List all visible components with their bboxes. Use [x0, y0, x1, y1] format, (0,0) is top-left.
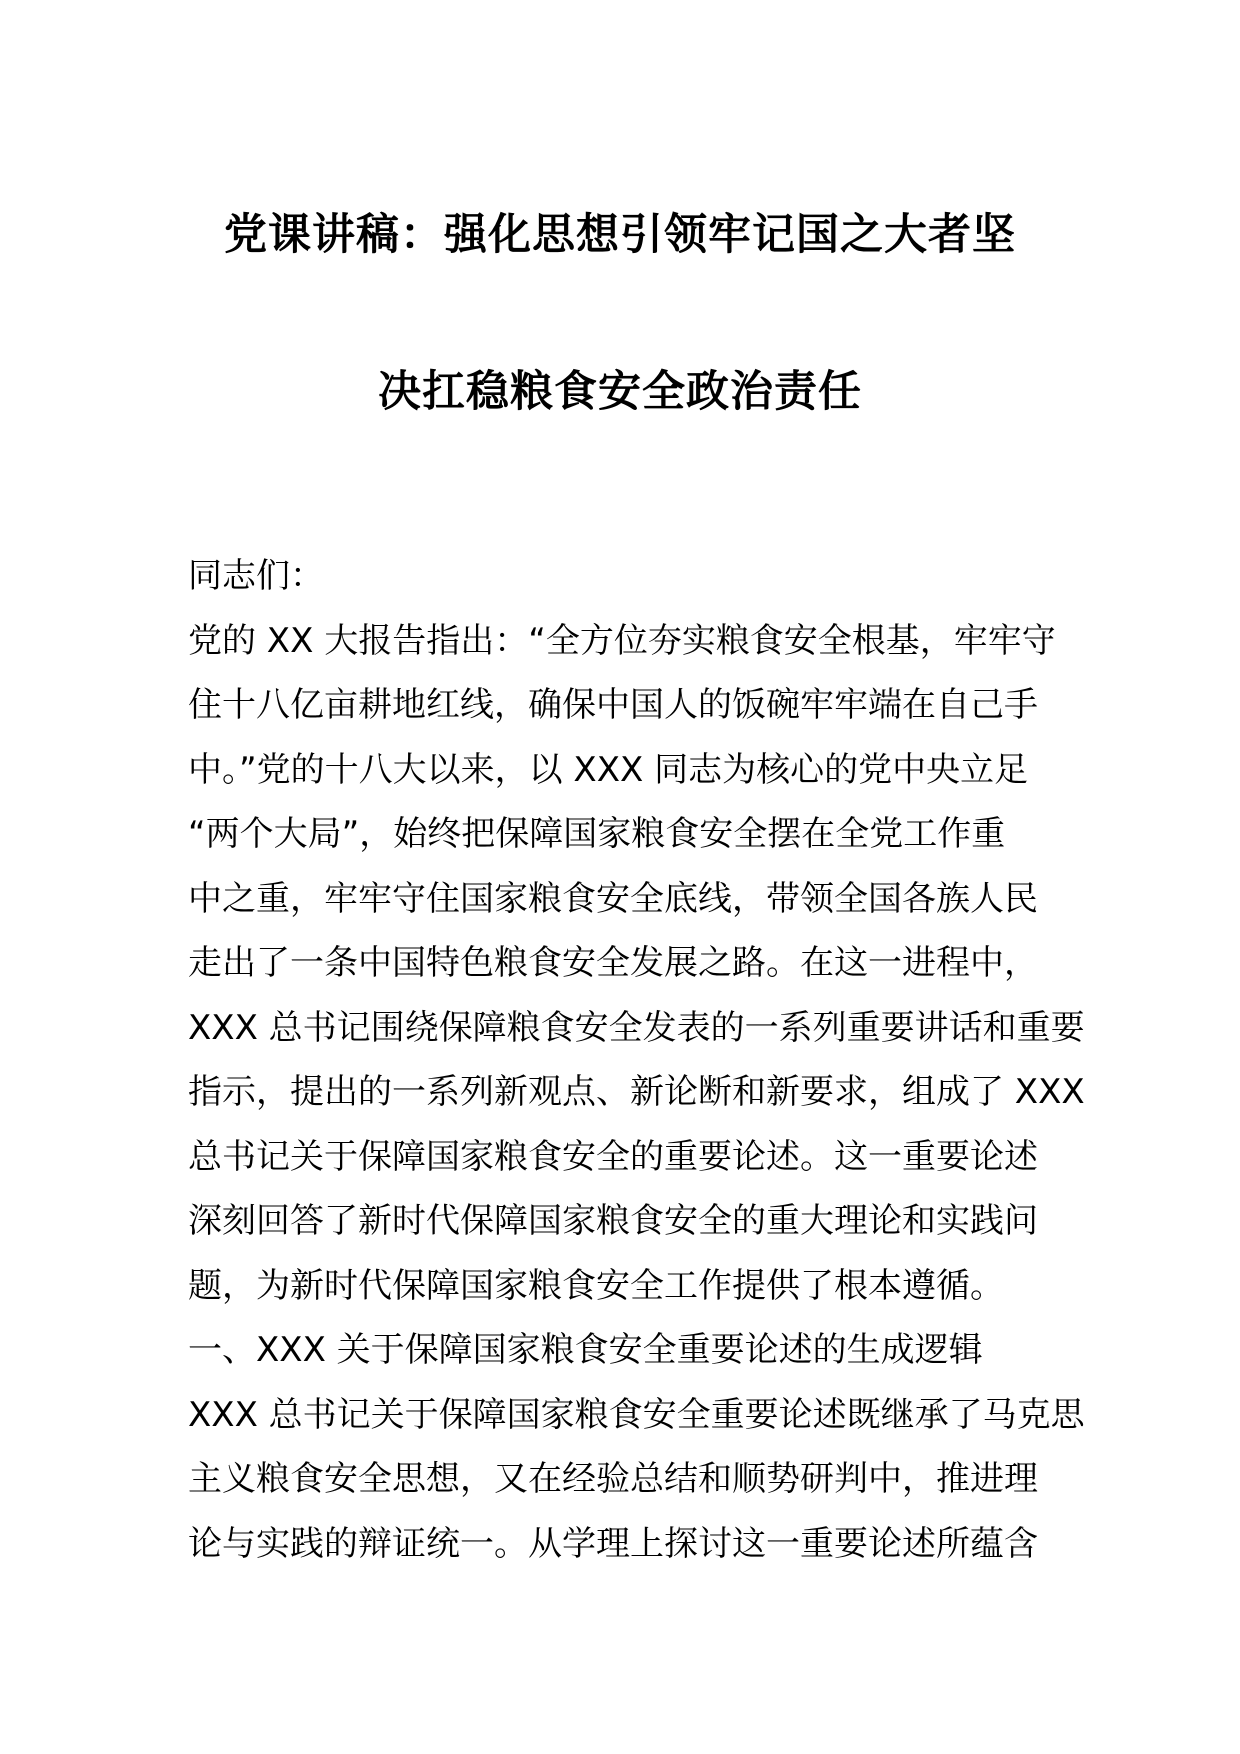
body-line: 中之重，牢牢守住国家粮食安全底线，带领全国各族人民 [188, 878, 1038, 919]
body-line: XXX 总书记围绕保障粮食安全发表的一系列重要讲话和重要 [188, 1007, 1085, 1048]
body-line: 走出了一条中国特色粮食安全发展之路。在这一进程中， [188, 943, 1038, 983]
body-line: 主义粮食安全思想，又在经验总结和顺势研判中，推进理 [188, 1459, 1038, 1499]
body-line: 总书记关于保障国家粮食安全的重要论述。这一重要论述 [188, 1136, 1038, 1177]
body-line: 指示，提出的一系列新观点、新论断和新要求，组成了 XXX [188, 1072, 1085, 1112]
body-line: 深刻回答了新时代保障国家粮食安全的重大理论和实践问 [188, 1201, 1038, 1241]
body-line: 题，为新时代保障国家粮食安全工作提供了根本遵循。 [188, 1265, 1004, 1306]
body-line: “两个大局”，始终把保障国家粮食安全摆在全党工作重 [188, 814, 1006, 854]
body-line: 论与实践的辩证统一。从学理上探讨这一重要论述所蕴含 [188, 1523, 1038, 1564]
document-title-line-2: 决扛稳粮食安全政治责任 [378, 367, 862, 417]
salutation: 同志们： [188, 556, 324, 596]
document-title-line-1: 党课讲稿：强化思想引领牢记国之大者坚 [224, 210, 1016, 260]
section-heading: 一、XXX 关于保障国家粮食安全重要论述的生成逻辑 [188, 1330, 983, 1370]
body-line: 住十八亿亩耕地红线，确保中国人的饭碗牢牢端在自己手 [188, 685, 1038, 725]
document-body [188, 544, 1088, 1576]
body-line: 中。”党的十八大以来，以 XXX 同志为核心的党中央立足 [188, 749, 1029, 790]
body-line: 党的 XX 大报告指出：“全方位夯实粮食安全根基，牢牢守 [188, 620, 1056, 661]
body-line: XXX 总书记关于保障国家粮食安全重要论述既继承了马克思 [188, 1394, 1085, 1435]
